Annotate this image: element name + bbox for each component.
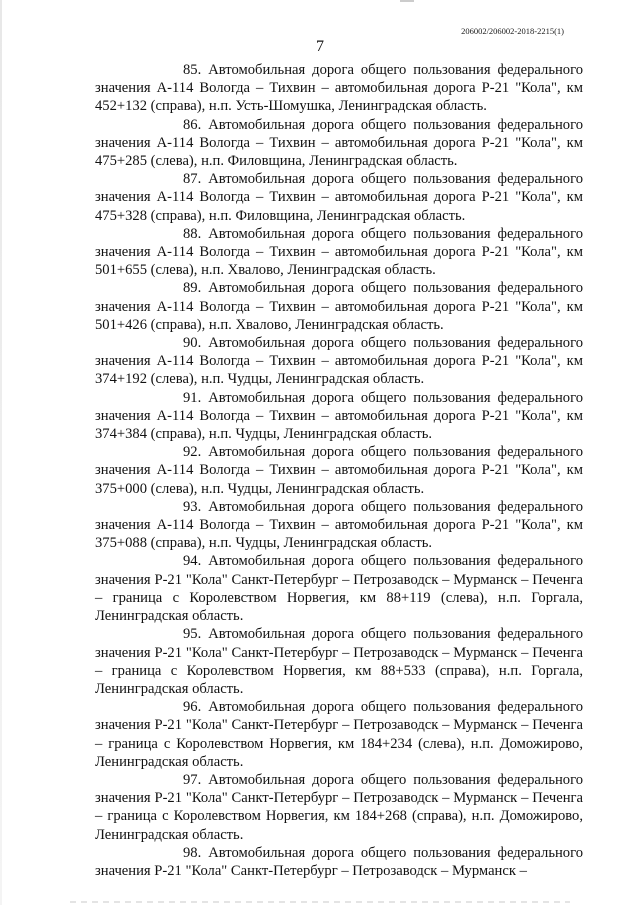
list-item: [95, 279, 583, 334]
item-text: Автомобильная дорога общего пользования федерального значения А-114 Вологда – Тихвин – автомобильная дорога Р-21 "Кола", км 375+088 (справа), н.п. Чудцы, Ленинградская область.: [95, 498, 583, 552]
item-text: Автомобильная дорога общего пользования федерального значения А-114 Вологда – Тихвин – автомобильная дорога Р-21 "Кола", км 501+426 (справа), н.п. Хвалово, Ленинградская область.: [95, 280, 583, 333]
list-item: [95, 170, 583, 225]
item-text: Автомобильная дорога общего пользования федерального значения Р-21 "Кола" Санкт-Петербург – Петрозаводск – Мурманск – Печенга – граница с Королевством Норвегия, км 88+533 (справа), н.п. Горгала, Ленинградская область.: [95, 626, 583, 697]
list-item: [95, 552, 583, 625]
item-text: Автомобильная дорога общего пользования федерального значения Р-21 "Кола" Санкт-Петербург – Петрозаводск – Мурманск – Печенга – граница с Королевством Норвегия, км 184+234 (слева), н.п. Доможирово, Ленинградская область.: [95, 699, 583, 770]
scan-noise: [70, 901, 570, 903]
item-text: Автомобильная дорога общего пользования федерального значения А-114 Вологда – Тихвин – автомобильная дорога Р-21 "Кола", км 475+328 (справа), н.п. Филовщина, Ленинградская область.: [95, 171, 583, 224]
item-number: 93.: [183, 498, 202, 515]
item-text: Автомобильная дорога общего пользования федерального значения А-114 Вологда – Тихвин – автомобильная дорога Р-21 "Кола", км 475+285 (слева), н.п. Филовщина, Ленинградская область.: [95, 116, 583, 170]
list-item: [95, 698, 583, 771]
list-item: [95, 334, 583, 389]
list-item: [95, 844, 583, 880]
list-item: [95, 443, 583, 498]
item-number: 85.: [183, 62, 202, 78]
item-number: 94.: [183, 553, 202, 570]
item-text: Автомобильная дорога общего пользования федерального значения Р-21 "Кола" Санкт-Петербург – Петрозаводск – Мурманск – Печенга – граница с Королевством Норвегия, км 88+119 (слева), н.п. Горгала, Ленинградская область.: [95, 553, 583, 625]
list-item: [95, 389, 583, 444]
list-item: [95, 625, 583, 698]
item-number: 91.: [183, 389, 202, 406]
item-text: Автомобильная дорога общего пользования федерального значения Р-21 "Кола" Санкт-Петербург – Петрозаводск – Мурманск – Печенга – граница с Королевством Норвегия, км 184+268 (справа), н.п. Доможирово, Ленинградская область.: [95, 771, 583, 843]
item-number: 90.: [183, 335, 202, 352]
item-number: 88.: [183, 225, 202, 242]
item-text: Автомобильная дорога общего пользования федерального значения А-114 Вологда – Тихвин – автомобильная дорога Р-21 "Кола", км 374+192 (слева), н.п. Чудцы, Ленинградская область.: [95, 335, 583, 388]
list-item: [95, 771, 583, 844]
list-item: [95, 498, 583, 553]
scan-mark: [400, 0, 414, 2]
document-body: [95, 61, 583, 880]
item-text: Автомобильная дорога общего пользования федерального значения А-114 Вологда – Тихвин – автомобильная дорога Р-21 "Кола", км 374+384 (справа), н.п. Чудцы, Ленинградская область.: [95, 389, 583, 443]
item-number: 92.: [183, 444, 202, 461]
page-number: 7: [316, 38, 324, 55]
item-text: Автомобильная дорога общего пользования федерального значения Р-21 "Кола" Санкт-Петербург – Петрозаводск – Мурманск –: [95, 844, 583, 879]
item-number: 98.: [183, 844, 202, 861]
list-item: [95, 225, 583, 280]
item-number: 87.: [183, 171, 202, 188]
item-number: 89.: [183, 280, 202, 297]
item-text: Автомобильная дорога общего пользования федерального значения А-114 Вологда – Тихвин – автомобильная дорога Р-21 "Кола", км 501+655 (слева), н.п. Хвалово, Ленинградская область.: [95, 225, 583, 279]
scan-edge: [0, 0, 2, 905]
item-number: 95.: [183, 626, 202, 643]
item-number: 96.: [183, 699, 202, 716]
list-item: [95, 116, 583, 171]
item-number: 86.: [183, 116, 202, 133]
item-text: Автомобильная дорога общего пользования федерального значения А-114 Вологда – Тихвин – автомобильная дорога Р-21 "Кола", км 375+000 (слева), н.п. Чудцы, Ленинградская область.: [95, 444, 583, 497]
list-item: [95, 61, 583, 116]
document-id: 206002/206002-2018-2215(1): [461, 26, 564, 36]
item-text: Автомобильная дорога общего пользования федерального значения А-114 Вологда – Тихвин – автомобильная дорога Р-21 "Кола", км 452+132 (справа), н.п. Усть-Шомушка, Ленинградская область.: [95, 62, 583, 115]
item-number: 97.: [183, 771, 202, 788]
